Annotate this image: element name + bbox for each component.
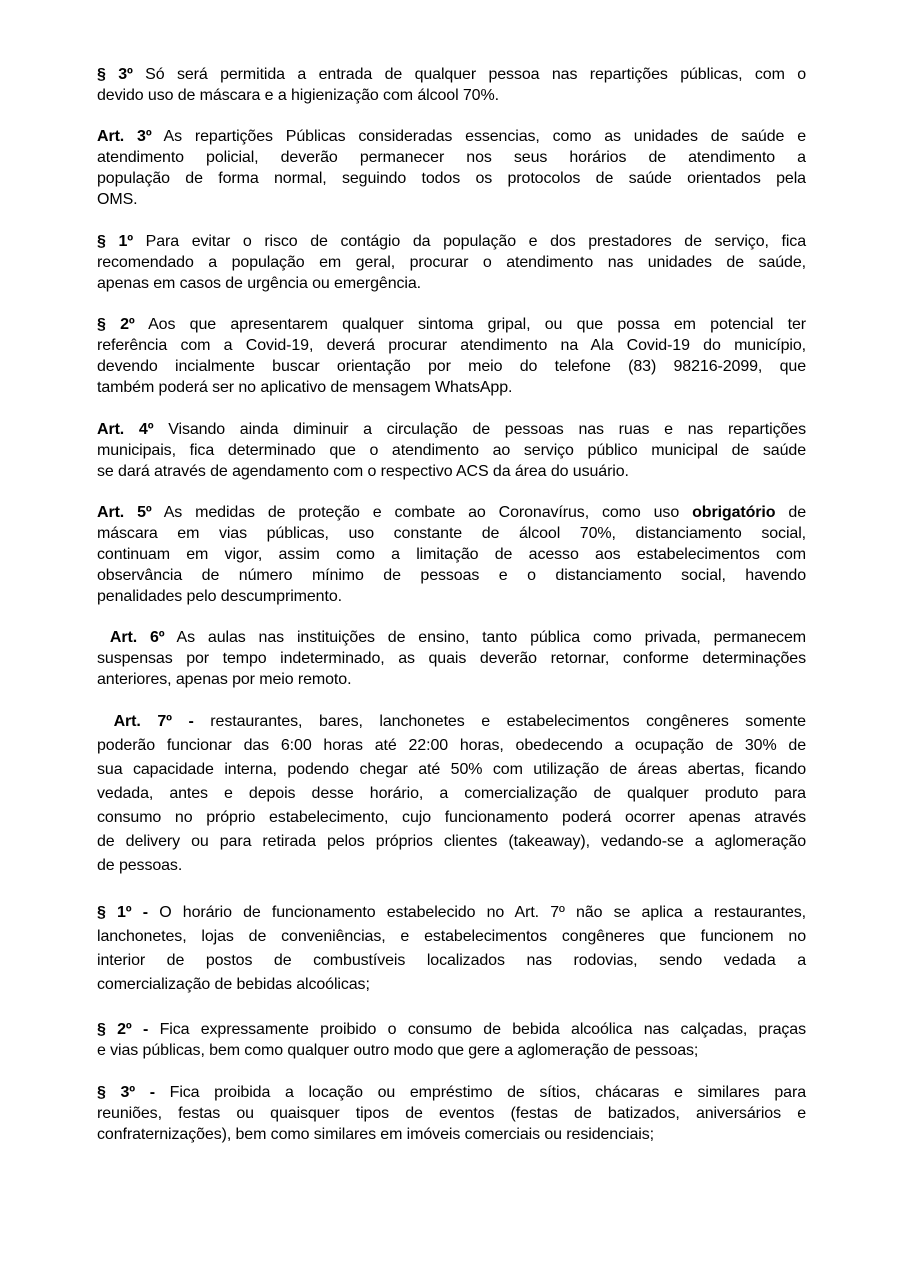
paragraph-art3-par2: § 2º Aos que apresentarem qualquer sintoma gripal, ou que possa em potencial ter referência com a Covid-19, deverá procurar atendimento na Ala Covid-19 do município, devendo incialmente buscar orientação por meio do telefone (83) 98216-2099, que também poderá ser no aplicativo de mensagem WhatsApp. bbox=[97, 316, 806, 396]
para-label: Art. 6º bbox=[109, 629, 165, 646]
paragraph-art2-par3: § 3º Só será permitida a entrada de qualquer pessoa nas repartições públicas, com o devido uso de máscara e a higienização com álcool 70%. bbox=[97, 66, 806, 104]
paragraph-art7: Art. 7º - restaurantes, bares, lanchonetes e estabelecimentos congêneres somente poderão funcionar das 6:00 horas até 22:00 horas, obedecendo a ocupação de 30% de sua capacidade interna, podendo chegar até 50% com utilização de áreas abertas, ficando vedada, antes e depois desse horário, a comercialização de qualquer produto para consumo no próprio estabelecimento, cujo funcionamento poderá ocorrer apenas através de delivery ou para retirada pelos próprios clientes (takeaway), vedando-se a aglomeração de pessoas. bbox=[97, 713, 806, 874]
emphasis-mandatory: obrigatório bbox=[692, 504, 776, 521]
para-label: Art. 3º bbox=[97, 128, 152, 145]
paragraph-art6: Art. 6º As aulas nas instituições de ensino, tanto pública como privada, permanecem suspensas por tempo indeterminado, as quais deverão retornar, conforme determinações anteriores, apenas por meio remoto. bbox=[97, 629, 806, 688]
para-label: § 2º - bbox=[97, 1021, 149, 1038]
paragraph-art3-par1: § 1º Para evitar o risco de contágio da população e dos prestadores de serviço, fica recomendado a população em geral, procurar o atendimento nas unidades de saúde, apenas em casos de urgência ou emergência. bbox=[97, 233, 806, 292]
para-label: § 2º bbox=[97, 316, 135, 333]
para-label: Art. 7º - bbox=[113, 713, 194, 730]
para-label: Art. 4º bbox=[97, 421, 154, 438]
para-label: § 1º bbox=[97, 233, 133, 250]
paragraph-art3: Art. 3º As repartições Públicas consideradas essencias, como as unidades de saúde e atendimento policial, deverão permanecer nos seus horários de atendimento a população de forma normal, seguindo todos os protocolos de saúde orientados pela OMS. bbox=[97, 128, 806, 208]
paragraph-art4: Art. 4º Visando ainda diminuir a circulação de pessoas nas ruas e nas repartições municipais, fica determinado que o atendimento ao serviço público municipal de saúde se dará através de agendamento com o respectivo ACS da área do usuário. bbox=[97, 421, 806, 480]
para-label: § 3º bbox=[97, 66, 133, 83]
paragraph-art7-par3: § 3º - Fica proibida a locação ou empréstimo de sítios, chácaras e similares para reuniões, festas ou quaisquer tipos de eventos (festas de batizados, aniversários e confraternizações), bem como similares em imóveis comerciais ou residenciais; bbox=[97, 1084, 806, 1143]
paragraph-art5: Art. 5º As medidas de proteção e combate ao Coronavírus, como uso obrigatório de máscara em vias públicas, uso constante de álcool 70%, distanciamento social, continuam em vigor, assim como a limitação de acesso aos estabelecimentos com observância de número mínimo de pessoas e o distanciamento social, havendo penalidades pelo descumprimento. bbox=[97, 504, 806, 605]
para-label: Art. 5º bbox=[97, 504, 152, 521]
paragraph-art7-par2: § 2º - Fica expressamente proibido o consumo de bebida alcoólica nas calçadas, praças e vias públicas, bem como qualquer outro modo que gere a aglomeração de pessoas; bbox=[97, 1021, 806, 1059]
para-label: § 1º - bbox=[97, 904, 148, 921]
para-label: § 3º - bbox=[97, 1084, 155, 1101]
paragraph-art7-par1: § 1º - O horário de funcionamento estabelecido no Art. 7º não se aplica a restaurantes, lanchonetes, lojas de conveniências, e estabelecimentos congêneres que funcionem no interior de postos de combustíveis localizados nas rodovias, sendo vedada a comercialização de bebidas alcoólicas; bbox=[97, 904, 806, 993]
